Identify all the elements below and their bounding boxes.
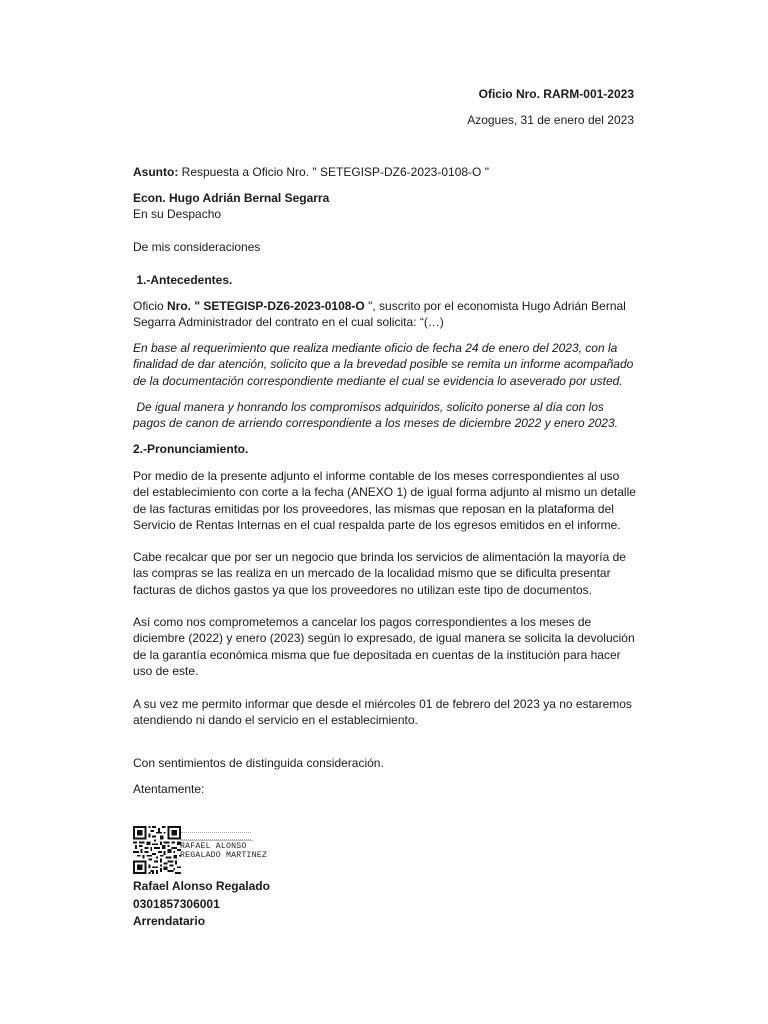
antecedentes-ref: Nro. " SETEGISP-DZ6-2023-0108-O <box>167 299 365 313</box>
electronic-signature-stamp <box>133 826 283 876</box>
signature-stamp-text <box>180 843 267 860</box>
pronunciamiento-paragraph-4: A su vez me permito informar que desde el miércoles 01 de febrero del 2023 ya no estaremos atendiendo ni dando el servicio en el establecimiento. <box>133 697 632 728</box>
section-heading-pronunciamiento: 2.-Pronunciamiento. <box>133 442 249 456</box>
pronunciamiento-paragraph-3: Así como nos comprometemos a cancelar los pagos correspondientes a los meses de diciembre (2022) y enero (2023) según lo expresado, de igual manera se solicita la devolución de la garantía económica misma que fue depositada en cuentas de la institución para hacer uso de este. <box>133 615 635 679</box>
pronunciamiento-paragraph-1: Por medio de la presente adjunto el informe contable de los meses correspondientes al uso del establecimiento con corte a la fecha (ANEXO 1) de igual forma adjunto al mismo un detalle de las facturas emitidas por los proveedores, las mismas que reposan en la plataforma del Servicio de Rentas Internas en el cual respalda parte de los egresos emitidos en el informe. <box>133 469 636 533</box>
subject-text: Respuesta a Oficio Nro. " SETEGISP-DZ6-2023-0108-O " <box>178 165 489 179</box>
antecedentes-post: ", suscrito por el economista Hugo Adrián Bernal Segarra Administrador del contrato en el cual solicita: “(…) <box>133 299 626 330</box>
place-date: Azogues, 31 de enero del 2023 <box>467 113 634 127</box>
signature-stamp-line-1: RAFAEL ALONSO <box>180 842 247 851</box>
subject-line <box>133 164 638 180</box>
antecedentes-pre: Oficio <box>133 299 168 313</box>
antecedentes-paragraph <box>133 298 638 331</box>
signature-stamp-line-2: REGALADO MARTINEZ <box>180 850 267 860</box>
signature-divider <box>181 840 253 841</box>
signer-name: Rafael Alonso Regalado <box>133 879 270 893</box>
quote-paragraph-1: En base al requerimiento que realiza mediante oficio de fecha 24 de enero del 2023, con la finalidad de dar atención, solicito que a la brevedad posible se remita un informe acompañado de la documentación correspondiente mediante el cual se evidencia lo aseverado por usted. <box>133 341 634 388</box>
closing-line: Con sentimientos de distinguida consideración. <box>133 756 384 770</box>
subject-label: Asunto: <box>133 165 179 179</box>
pronunciamiento-paragraph-2: Cabe recalcar que por ser un negocio que brinda los servicios de alimentación la mayoría de las compras se las realiza en un mercado de la localidad mismo que se dificulta presentar facturas de dichos gastos ya que los proveedores no utilizan este tipo de documentos. <box>133 550 626 597</box>
closing-atentamente: Atentamente: <box>133 782 205 796</box>
oficio-number: Oficio Nro. RARM-001-2023 <box>478 87 634 101</box>
section-heading-antecedentes: 1.-Antecedentes. <box>133 273 233 287</box>
recipient-name: Econ. Hugo Adrián Bernal Segarra <box>133 191 330 205</box>
greeting: De mis consideraciones <box>133 240 261 254</box>
recipient-office: En su Despacho <box>133 207 222 221</box>
signature-fine-print <box>181 832 251 840</box>
qr-code-icon <box>133 826 181 874</box>
signer-id: 0301857306001 <box>133 897 220 911</box>
signer-role: Arrendatario <box>133 914 206 928</box>
quote-paragraph-2: De igual manera y honrando los compromisos adquiridos, solicito ponerse al día con los pagos de canon de arriendo correspondiente a los meses de diciembre 2022 y enero 2023. <box>133 400 618 431</box>
